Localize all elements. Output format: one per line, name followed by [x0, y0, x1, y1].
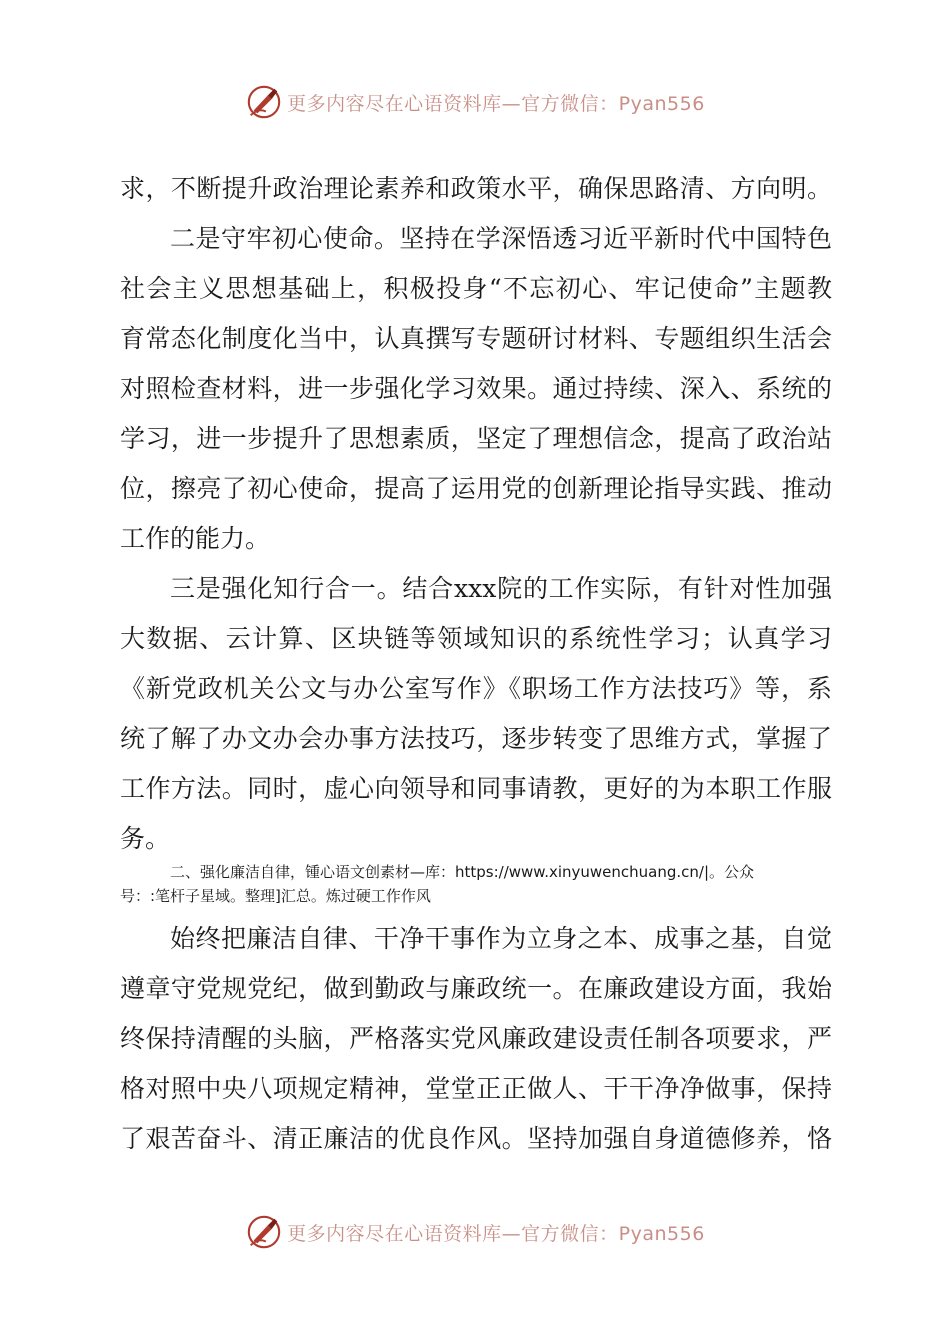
- header-banner: [0, 82, 950, 122]
- body-line: 社会主义思想基础上，积极投身“不忘初心、牢记使命”主题教: [120, 274, 832, 303]
- body-line: 二是守牢初心使命。坚持在学深悟透习近平新时代中国特色: [170, 224, 832, 253]
- body-line: 始终把廉洁自律、干净干事作为立身之本、成事之基，自觉: [170, 924, 832, 953]
- body-line: 学习，进一步提升了思想素质，坚定了理想信念，提高了政治站: [120, 424, 832, 453]
- section-heading-line: 二、强化廉洁自律，锺心语文创素材—库：https://www.xinyuwenchuang.cn/|。公众: [170, 863, 755, 881]
- section-heading-line: 号：:笔杆子星域。整理]汇总。炼过硬工作作风: [120, 887, 431, 905]
- footer-banner-text: 更多内容尽在心语资料库—官方微信：Pyan556: [287, 1222, 705, 1245]
- body-line: 育常态化制度化当中，认真撰写专题研讨材料、专题组织生活会: [120, 324, 832, 353]
- body-line: 工作的能力。: [120, 524, 271, 553]
- pen-nib-logo-icon: [245, 1213, 283, 1251]
- footer-banner: [0, 1212, 950, 1252]
- body-line: 统了解了办文办会办事方法技巧，逐步转变了思维方式，掌握了: [120, 724, 832, 753]
- body-line: 终保持清醒的头脑，严格落实党风廉政建设责任制各项要求，严: [120, 1024, 832, 1053]
- body-line: 位，擦亮了初心使命，提高了运用党的创新理论指导实践、推动: [120, 474, 832, 503]
- body-line: 对照检查材料，进一步强化学习效果。通过持续、深入、系统的: [120, 374, 832, 403]
- body-line: 求，不断提升政治理论素养和政策水平，确保思路清、方向明。: [120, 174, 832, 203]
- body-line: 了艰苦奋斗、清正廉洁的优良作风。坚持加强自身道德修养，恪: [120, 1124, 832, 1153]
- body-line: 遵章守党规党纪，做到勤政与廉政统一。在廉政建设方面，我始: [120, 974, 832, 1003]
- body-line: 工作方法。同时，虚心向领导和同事请教，更好的为本职工作服: [120, 774, 832, 803]
- body-line: 务。: [120, 824, 171, 853]
- body-line: 三是强化知行合一。结合xxx院的工作实际，有针对性加强: [170, 574, 832, 603]
- pen-nib-logo-icon: [245, 83, 283, 121]
- body-line: 《新党政机关公文与办公室写作》《职场工作方法技巧》等，系: [120, 674, 832, 703]
- body-line: 格对照中央八项规定精神，堂堂正正做人、干干净净做事，保持: [120, 1074, 832, 1103]
- header-banner-text: 更多内容尽在心语资料库—官方微信：Pyan556: [287, 92, 705, 115]
- body-line: 大数据、云计算、区块链等领域知识的系统性学习；认真学习: [120, 624, 832, 653]
